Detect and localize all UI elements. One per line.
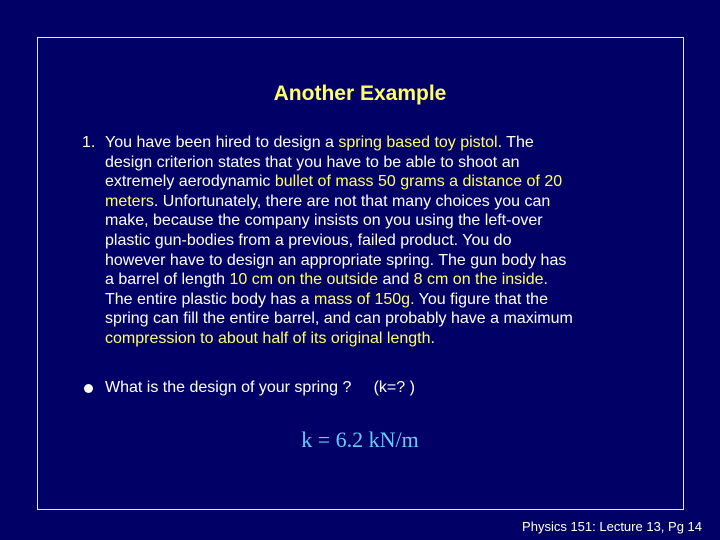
slide-title: Another Example <box>273 82 447 105</box>
highlighted-text: 10 cm on the outside <box>229 271 379 289</box>
question-text: What is the design of your spring ? (k=? ) <box>105 379 415 396</box>
paragraph-text: . The design criterion states that you have to be able to shoot an extremely aerodynamic <box>105 134 534 191</box>
paragraph-text: You have been hired to design a <box>105 134 339 151</box>
paragraph-text: . You figure that the spring can fill the entire barrel, and can probably have a maximum <box>105 290 573 328</box>
paragraph-text: . The entire plastic body has a <box>105 271 548 308</box>
answer-text: k = 6.2 kN/m <box>301 427 419 452</box>
highlighted-text: mass of 150g <box>314 290 411 308</box>
slide-footer: Physics 151: Lecture 13, Pg 14 <box>522 519 702 534</box>
highlighted-text: spring based toy pistol <box>338 134 498 151</box>
highlighted-text: bullet of mass 50 grams a distance of 20 meters <box>105 173 563 210</box>
highlighted-text: compression to about half of its original length <box>105 329 431 347</box>
paragraph-text: . Unfortunately, there are not that many choices you can make, because the company insists on you using the left-over plastic gun-bodies from a previous, failed product. You do however have to design an appropriate spring. The gun body has a barrel of length <box>105 192 567 289</box>
bullet-icon <box>84 384 93 393</box>
highlighted-text: 8 cm on the inside <box>413 271 544 289</box>
item-number: 1. <box>82 134 96 151</box>
problem-paragraph <box>105 133 665 349</box>
paragraph-text: . <box>430 329 435 347</box>
paragraph-text: and <box>378 271 414 289</box>
